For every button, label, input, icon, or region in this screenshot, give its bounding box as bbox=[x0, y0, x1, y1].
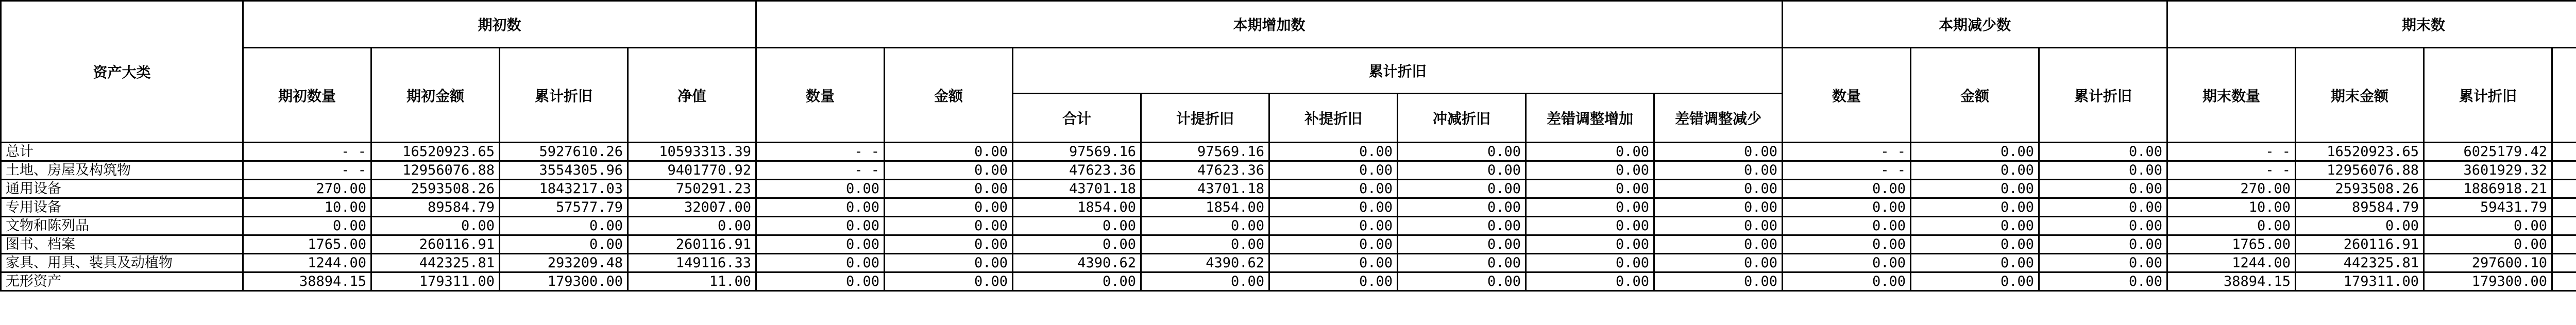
value-cell: 179300.00 bbox=[500, 272, 628, 291]
value-cell: 0.00 bbox=[1269, 217, 1398, 235]
asset-category-cell: 通用设备 bbox=[1, 180, 243, 198]
dep-supplement-header: 补提折旧 bbox=[1269, 94, 1398, 143]
value-cell: 0.00 bbox=[1911, 180, 2039, 198]
value-cell: 0.00 bbox=[1911, 272, 2039, 291]
value-cell: 10.00 bbox=[243, 198, 371, 217]
value-cell: 0.00 bbox=[2039, 235, 2167, 254]
value-cell: 0.00 bbox=[1654, 254, 1783, 272]
value-cell: 0.00 bbox=[1013, 235, 1141, 254]
value-cell: 0.00 bbox=[885, 272, 1013, 291]
value-cell: 0.00 bbox=[500, 217, 628, 235]
value-cell: 1854.00 bbox=[1013, 198, 1141, 217]
value-cell: 0.00 bbox=[1398, 161, 1526, 180]
closing-amount-header: 期末金额 bbox=[2296, 48, 2424, 143]
value-cell: 47623.36 bbox=[1141, 161, 1269, 180]
asset-category-cell: 总计 bbox=[1, 143, 243, 161]
value-cell: 0.00 bbox=[2039, 217, 2167, 235]
value-cell: 0.00 bbox=[2039, 161, 2167, 180]
value-cell: 0.00 bbox=[1526, 143, 1654, 161]
opening-amount-header: 期初金额 bbox=[371, 48, 500, 143]
table-row bbox=[1, 272, 2576, 291]
value-cell: 179311.00 bbox=[371, 272, 500, 291]
opening-net-header: 净值 bbox=[628, 48, 756, 143]
table-row bbox=[1, 180, 2576, 198]
asset-category-cell: 图书、档案 bbox=[1, 235, 243, 254]
value-cell: 0.00 bbox=[1911, 161, 2039, 180]
table-row bbox=[1, 143, 2576, 161]
asset-category-cell: 土地、房屋及构筑物 bbox=[1, 161, 243, 180]
value-cell: 0.00 bbox=[1269, 198, 1398, 217]
decrease-depreciation-header: 累计折旧 bbox=[2039, 48, 2167, 143]
value-cell: 0.00 bbox=[2039, 180, 2167, 198]
value-cell: 0.00 bbox=[2039, 198, 2167, 217]
decrease-group-header: 本期减少数 bbox=[1783, 1, 2167, 48]
decrease-qty-header: 数量 bbox=[1783, 48, 1911, 143]
closing-qty-header: 期末数量 bbox=[2167, 48, 2296, 143]
value-cell: 0.00 bbox=[1013, 272, 1141, 291]
value-cell bbox=[2552, 143, 2576, 161]
value-cell bbox=[2552, 161, 2576, 180]
table-row bbox=[1, 254, 2576, 272]
value-cell: 0.00 bbox=[1654, 272, 1783, 291]
value-cell: - - bbox=[756, 161, 885, 180]
table-row bbox=[1, 161, 2576, 180]
value-cell bbox=[2552, 180, 2576, 198]
value-cell: 0.00 bbox=[1654, 198, 1783, 217]
value-cell: 43701.18 bbox=[1013, 180, 1141, 198]
value-cell: 0.00 bbox=[2424, 235, 2552, 254]
value-cell: 0.00 bbox=[1783, 180, 1911, 198]
value-cell: - - bbox=[243, 161, 371, 180]
value-cell: 0.00 bbox=[885, 235, 1013, 254]
value-cell: - - bbox=[2167, 161, 2296, 180]
table-row bbox=[1, 217, 2576, 235]
value-cell: 16520923.65 bbox=[371, 143, 500, 161]
opening-group-header: 期初数 bbox=[243, 1, 756, 48]
dep-error-increase-header: 差错调整增加 bbox=[1526, 94, 1654, 143]
value-cell: - - bbox=[1783, 143, 1911, 161]
value-cell: 0.00 bbox=[1911, 143, 2039, 161]
value-cell bbox=[2552, 272, 2576, 291]
value-cell: 0.00 bbox=[2424, 217, 2552, 235]
dep-accrued-header: 计提折旧 bbox=[1141, 94, 1269, 143]
value-cell: 0.00 bbox=[1526, 235, 1654, 254]
value-cell: 4390.62 bbox=[1141, 254, 1269, 272]
dep-error-decrease-header: 差错调整减少 bbox=[1654, 94, 1783, 143]
value-cell: 0.00 bbox=[371, 217, 500, 235]
value-cell: 89584.79 bbox=[2296, 198, 2424, 217]
value-cell: 43701.18 bbox=[1141, 180, 1269, 198]
value-cell: 0.00 bbox=[1013, 217, 1141, 235]
value-cell: - - bbox=[2167, 143, 2296, 161]
value-cell: 0.00 bbox=[1269, 254, 1398, 272]
value-cell: 0.00 bbox=[1269, 143, 1398, 161]
asset-category-cell: 专用设备 bbox=[1, 198, 243, 217]
value-cell: 0.00 bbox=[885, 217, 1013, 235]
value-cell: 4390.62 bbox=[1013, 254, 1141, 272]
value-cell: 0.00 bbox=[756, 198, 885, 217]
value-cell: 0.00 bbox=[2039, 254, 2167, 272]
increase-qty-header: 数量 bbox=[756, 48, 885, 143]
dep-offset-header: 冲减折旧 bbox=[1398, 94, 1526, 143]
value-cell: 0.00 bbox=[885, 143, 1013, 161]
value-cell: 149116.33 bbox=[628, 254, 756, 272]
opening-depreciation-header: 累计折旧 bbox=[500, 48, 628, 143]
value-cell: - - bbox=[756, 143, 885, 161]
value-cell: 260116.91 bbox=[628, 235, 756, 254]
value-cell: 0.00 bbox=[885, 254, 1013, 272]
value-cell: 2593508.26 bbox=[2296, 180, 2424, 198]
value-cell: 1854.00 bbox=[1141, 198, 1269, 217]
value-cell: 179311.00 bbox=[2296, 272, 2424, 291]
asset-category-cell: 无形资产 bbox=[1, 272, 243, 291]
value-cell: 0.00 bbox=[885, 180, 1013, 198]
value-cell: 0.00 bbox=[1911, 254, 2039, 272]
value-cell: 0.00 bbox=[1526, 180, 1654, 198]
value-cell: 179300.00 bbox=[2424, 272, 2552, 291]
value-cell: 0.00 bbox=[1526, 198, 1654, 217]
value-cell: 297600.10 bbox=[2424, 254, 2552, 272]
value-cell: 0.00 bbox=[1269, 272, 1398, 291]
value-cell: 0.00 bbox=[2039, 143, 2167, 161]
value-cell: 97569.16 bbox=[1013, 143, 1141, 161]
value-cell: 0.00 bbox=[243, 217, 371, 235]
value-cell: 750291.23 bbox=[628, 180, 756, 198]
closing-net-header bbox=[2552, 48, 2576, 143]
dep-total-header: 合计 bbox=[1013, 94, 1141, 143]
value-cell: 0.00 bbox=[756, 217, 885, 235]
closing-group-header: 期末数 bbox=[2167, 1, 2576, 48]
value-cell: 270.00 bbox=[2167, 180, 2296, 198]
value-cell: - - bbox=[1783, 161, 1911, 180]
value-cell: 0.00 bbox=[2167, 217, 2296, 235]
value-cell: 0.00 bbox=[500, 235, 628, 254]
value-cell: 0.00 bbox=[1141, 272, 1269, 291]
value-cell: 0.00 bbox=[1911, 217, 2039, 235]
value-cell: 0.00 bbox=[1526, 254, 1654, 272]
value-cell: 57577.79 bbox=[500, 198, 628, 217]
value-cell: 0.00 bbox=[2039, 272, 2167, 291]
value-cell: 0.00 bbox=[885, 198, 1013, 217]
value-cell: 0.00 bbox=[1654, 143, 1783, 161]
value-cell: 0.00 bbox=[1783, 272, 1911, 291]
value-cell: 0.00 bbox=[885, 161, 1013, 180]
value-cell: 0.00 bbox=[756, 235, 885, 254]
value-cell: 12956076.88 bbox=[2296, 161, 2424, 180]
value-cell: 0.00 bbox=[1783, 217, 1911, 235]
value-cell: 0.00 bbox=[1654, 235, 1783, 254]
increase-depreciation-group-header: 累计折旧 bbox=[1013, 48, 1783, 94]
value-cell: 0.00 bbox=[1526, 161, 1654, 180]
value-cell: 0.00 bbox=[1654, 180, 1783, 198]
value-cell: 293209.48 bbox=[500, 254, 628, 272]
value-cell: 3601929.32 bbox=[2424, 161, 2552, 180]
asset-category-cell: 文物和陈列品 bbox=[1, 217, 243, 235]
value-cell: 1244.00 bbox=[2167, 254, 2296, 272]
value-cell: 59431.79 bbox=[2424, 198, 2552, 217]
value-cell: 11.00 bbox=[628, 272, 756, 291]
value-cell: 260116.91 bbox=[371, 235, 500, 254]
value-cell: 38894.15 bbox=[2167, 272, 2296, 291]
value-cell: 1765.00 bbox=[243, 235, 371, 254]
table-row bbox=[1, 235, 2576, 254]
table-body bbox=[1, 143, 2576, 291]
value-cell: - - bbox=[243, 143, 371, 161]
value-cell: 10593313.39 bbox=[628, 143, 756, 161]
value-cell: 32007.00 bbox=[628, 198, 756, 217]
increase-group-header: 本期增加数 bbox=[756, 1, 1783, 48]
value-cell bbox=[2552, 235, 2576, 254]
value-cell: 10.00 bbox=[2167, 198, 2296, 217]
value-cell: 3554305.96 bbox=[500, 161, 628, 180]
value-cell: 0.00 bbox=[1654, 217, 1783, 235]
value-cell: 0.00 bbox=[1141, 217, 1269, 235]
value-cell: 0.00 bbox=[1526, 217, 1654, 235]
value-cell: 0.00 bbox=[1141, 235, 1269, 254]
value-cell: 0.00 bbox=[1911, 235, 2039, 254]
value-cell: 0.00 bbox=[756, 180, 885, 198]
value-cell bbox=[2552, 254, 2576, 272]
value-cell: 0.00 bbox=[1783, 254, 1911, 272]
value-cell: 270.00 bbox=[243, 180, 371, 198]
opening-qty-header: 期初数量 bbox=[243, 48, 371, 143]
value-cell: 0.00 bbox=[1398, 143, 1526, 161]
value-cell: 0.00 bbox=[1654, 161, 1783, 180]
increase-amount-header: 金额 bbox=[885, 48, 1013, 143]
value-cell: 1244.00 bbox=[243, 254, 371, 272]
value-cell: 0.00 bbox=[756, 272, 885, 291]
value-cell: 0.00 bbox=[1526, 272, 1654, 291]
value-cell: 0.00 bbox=[1398, 272, 1526, 291]
value-cell: 0.00 bbox=[756, 254, 885, 272]
value-cell: 9401770.92 bbox=[628, 161, 756, 180]
value-cell: 0.00 bbox=[1783, 235, 1911, 254]
value-cell: 0.00 bbox=[1398, 254, 1526, 272]
value-cell: 0.00 bbox=[1269, 180, 1398, 198]
value-cell: 0.00 bbox=[1269, 235, 1398, 254]
value-cell: 0.00 bbox=[1398, 217, 1526, 235]
value-cell: 1886918.21 bbox=[2424, 180, 2552, 198]
value-cell: 2593508.26 bbox=[371, 180, 500, 198]
value-cell: 5927610.26 bbox=[500, 143, 628, 161]
value-cell: 0.00 bbox=[1398, 198, 1526, 217]
value-cell: 1843217.03 bbox=[500, 180, 628, 198]
value-cell: 0.00 bbox=[628, 217, 756, 235]
value-cell: 6025179.42 bbox=[2424, 143, 2552, 161]
value-cell: 12956076.88 bbox=[371, 161, 500, 180]
category-header: 资产大类 bbox=[1, 1, 243, 143]
value-cell bbox=[2552, 217, 2576, 235]
value-cell: 442325.81 bbox=[371, 254, 500, 272]
value-cell: 0.00 bbox=[1783, 198, 1911, 217]
value-cell: 89584.79 bbox=[371, 198, 500, 217]
value-cell: 38894.15 bbox=[243, 272, 371, 291]
value-cell: 0.00 bbox=[1398, 235, 1526, 254]
table-header bbox=[1, 1, 2576, 143]
value-cell: 442325.81 bbox=[2296, 254, 2424, 272]
asset-category-cell: 家具、用具、装具及动植物 bbox=[1, 254, 243, 272]
value-cell: 16520923.65 bbox=[2296, 143, 2424, 161]
value-cell: 97569.16 bbox=[1141, 143, 1269, 161]
value-cell: 0.00 bbox=[1398, 180, 1526, 198]
value-cell: 0.00 bbox=[1269, 161, 1398, 180]
value-cell: 0.00 bbox=[1911, 198, 2039, 217]
value-cell: 260116.91 bbox=[2296, 235, 2424, 254]
table-row bbox=[1, 198, 2576, 217]
decrease-amount-header: 金额 bbox=[1911, 48, 2039, 143]
value-cell bbox=[2552, 198, 2576, 217]
closing-depreciation-header: 累计折旧 bbox=[2424, 48, 2552, 143]
value-cell: 47623.36 bbox=[1013, 161, 1141, 180]
value-cell: 0.00 bbox=[2296, 217, 2424, 235]
value-cell: 1765.00 bbox=[2167, 235, 2296, 254]
